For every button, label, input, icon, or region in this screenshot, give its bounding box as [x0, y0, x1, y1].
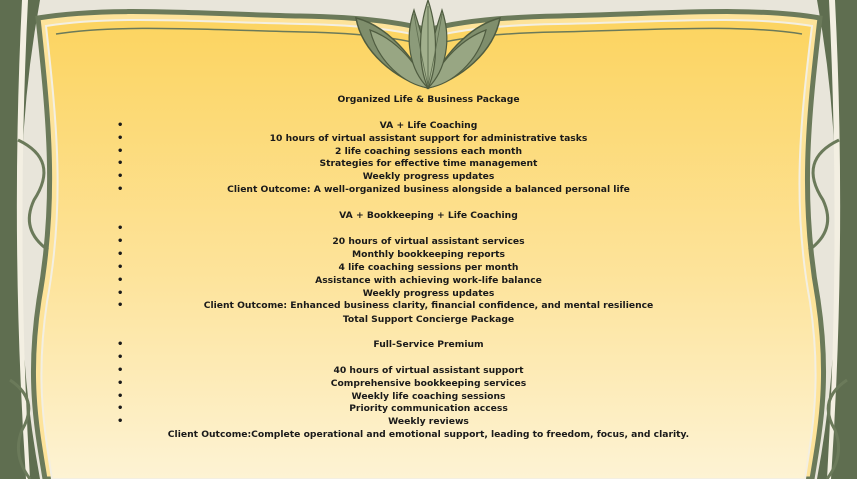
list-item: 20 hours of virtual assistant services	[332, 236, 525, 247]
section3-outcome: Client Outcome:Complete operational and emotional support, leading to freedom, focus, and clarity.	[167, 429, 690, 440]
package-title: Organized Life & Business Package	[337, 94, 520, 105]
bullet-icon	[117, 339, 125, 351]
list-item: 40 hours of virtual assistant support	[333, 365, 524, 376]
bullet-icon	[117, 352, 125, 364]
list-item: Weekly reviews	[388, 416, 469, 427]
list-item: Weekly progress updates	[362, 288, 495, 299]
list-item: Priority communication access	[349, 403, 508, 414]
list-item: Weekly progress updates	[362, 171, 495, 182]
list-item: Client Outcome: A well-organized business alongside a balanced personal life	[227, 184, 630, 195]
section1-heading: VA + Life Coaching	[379, 120, 478, 131]
bullet-icon	[117, 223, 125, 235]
section2-heading: VA + Bookkeeping + Life Coaching	[339, 210, 518, 221]
list-item: 10 hours of virtual assistant support for administrative tasks	[269, 133, 588, 144]
list-item: Comprehensive bookkeeping services	[330, 378, 527, 389]
list-item: Weekly life coaching sessions	[351, 391, 506, 402]
section3-heading: Full-Service Premium	[373, 339, 484, 350]
list-item: Monthly bookkeeping reports	[352, 249, 505, 260]
list-item: 4 life coaching sessions per month	[338, 262, 519, 273]
list-item: 2 life coaching sessions each month	[334, 146, 522, 157]
list-item: Strategies for effective time management	[319, 158, 538, 169]
section2-trailing-title: Total Support Concierge Package	[342, 314, 515, 325]
list-item: Assistance with achieving work-life balance	[315, 275, 542, 286]
list-item: Client Outcome: Enhanced business clarity, financial confidence, and mental resilience	[203, 300, 654, 311]
